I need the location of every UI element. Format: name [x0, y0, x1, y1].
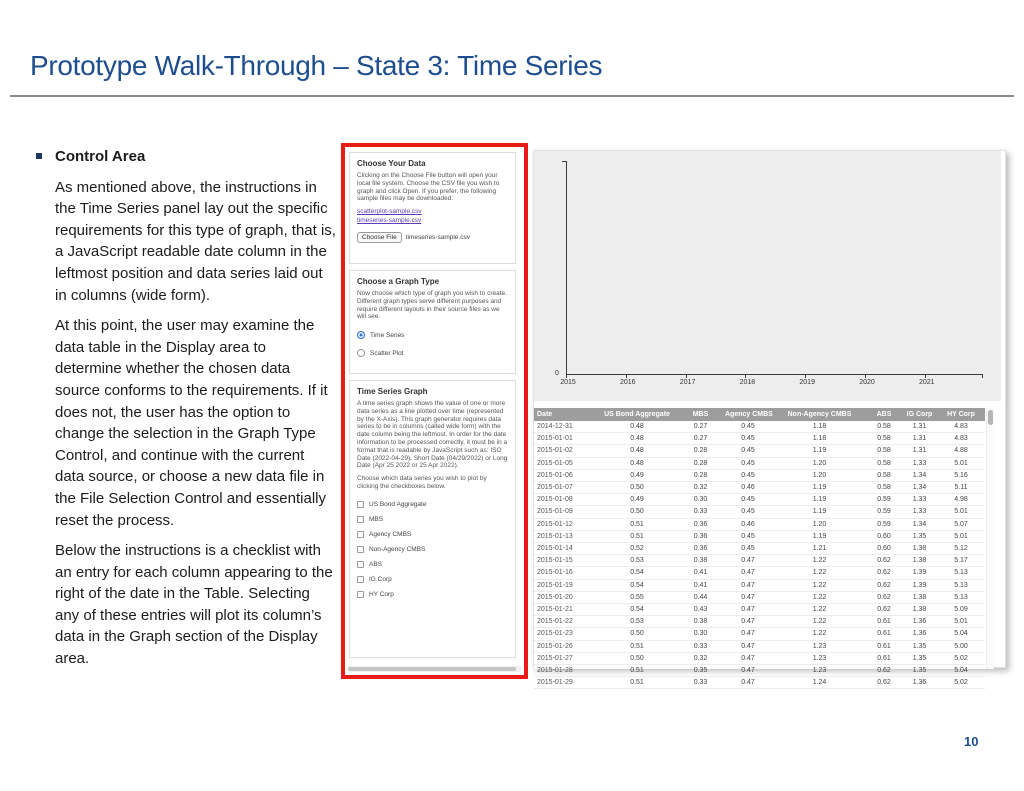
table-row	[534, 640, 985, 652]
table-cell: 0.32	[678, 652, 723, 664]
table-cell: 2015-01-14	[534, 543, 596, 555]
table-cell: 0.59	[866, 494, 902, 506]
graph-type-option-time-series[interactable]	[357, 331, 508, 339]
x-axis-tick	[925, 375, 926, 378]
table-cell: 5.16	[937, 469, 985, 481]
table-cell: 5.01	[937, 506, 985, 518]
table-cell: 0.33	[678, 640, 723, 652]
table-cell: 5.04	[937, 628, 985, 640]
table-cell: 0.62	[866, 591, 902, 603]
table-cell: 2015-01-19	[534, 579, 596, 591]
table-cell: 0.36	[678, 543, 723, 555]
time-series-instructions: A time series graph shows the value of one or more data series as a line plotted over time (represented by the X-Axis). This graph generator requires data series to be in columns (called wide form) with the date column being the leftmost. In order for the date information to be processed correctly, it must be in a format that is readable by JavaScript such as: ISO Date (2022-04-29), Short Date (04/29/2022) or Long Date (Apr 25 2022 or 25 Apr 2022).	[357, 400, 508, 470]
table-cell: 1.18	[773, 433, 866, 445]
table-cell: 0.46	[723, 518, 773, 530]
selected-file-name: timeseries-sample.csv	[405, 234, 470, 242]
table-cell: 0.51	[596, 665, 678, 677]
table-row	[534, 591, 985, 603]
table-row	[534, 506, 985, 518]
table-cell: 1.19	[773, 482, 866, 494]
horizontal-scrollbar[interactable]	[347, 666, 522, 672]
body-text-column	[36, 146, 336, 670]
column-header: HY Corp	[937, 408, 985, 421]
table-cell: 0.50	[596, 506, 678, 518]
table-cell: 1.31	[902, 445, 937, 457]
table-cell: 0.27	[678, 421, 723, 433]
series-checkbox-mbs[interactable]	[357, 516, 508, 523]
table-row	[534, 543, 985, 555]
table-cell: 2015-01-07	[534, 482, 596, 494]
column-header: Agency CMBS	[723, 408, 773, 421]
table-cell: 1.22	[773, 628, 866, 640]
series-checkbox-hy-corp[interactable]	[357, 591, 508, 598]
column-header: ABS	[866, 408, 902, 421]
table-cell: 0.38	[678, 616, 723, 628]
table-cell: 5.17	[937, 555, 985, 567]
time-series-chart	[534, 151, 1001, 401]
table-cell: 2015-01-01	[534, 433, 596, 445]
checkbox-label: Agency CMBS	[369, 530, 412, 538]
table-cell: 0.45	[723, 494, 773, 506]
table-cell: 5.11	[937, 482, 985, 494]
table-cell: 1.22	[773, 555, 866, 567]
checkbox-label: ABS	[369, 560, 383, 568]
table-cell: 0.38	[678, 555, 723, 567]
table-cell: 0.49	[596, 494, 678, 506]
table-cell: 2015-01-06	[534, 469, 596, 481]
paragraph: As mentioned above, the instructions in the Time Series panel lay out the specific requirements for this type of graph, that is, a JavaScript readable date column in the leftmost position and data series laid out in columns (wide form).	[55, 178, 336, 304]
section-heading: Control Area	[55, 148, 146, 165]
series-checkbox-us-bond-aggregate[interactable]	[357, 501, 508, 508]
table-cell: 0.58	[866, 482, 902, 494]
table-cell: 0.51	[596, 640, 678, 652]
choose-your-data-instructions: Clicking on the Choose File button will open your local file system. Choose the CSV file you wish to graph and click Open. If you prefer, the following sample files may be downloaded:	[357, 172, 500, 203]
bullet-icon	[36, 153, 42, 159]
left-paragraphs	[36, 177, 336, 670]
table-cell: 0.50	[596, 482, 678, 494]
table-cell: 2014-12-31	[534, 421, 596, 433]
table-cell: 0.47	[723, 591, 773, 603]
x-axis-tick	[566, 375, 567, 378]
checkbox-icon[interactable]	[357, 576, 364, 583]
table-cell: 0.28	[678, 457, 723, 469]
table-cell: 0.41	[678, 579, 723, 591]
table-cell: 0.27	[678, 433, 723, 445]
table-cell: 0.52	[596, 543, 678, 555]
table-cell: 1.35	[902, 665, 937, 677]
column-header: Date	[534, 408, 596, 421]
checkbox-icon[interactable]	[357, 561, 364, 568]
table-cell: 0.49	[596, 469, 678, 481]
table-cell: 1.21	[773, 543, 866, 555]
table-cell: 2015-01-05	[534, 457, 596, 469]
sample-file-links	[357, 208, 508, 224]
table-cell: 0.46	[723, 482, 773, 494]
table-row	[534, 579, 985, 591]
table-cell: 1.22	[773, 591, 866, 603]
table-cell: 2015-01-29	[534, 677, 596, 689]
graph-type-instructions: Now choose which type of graph you wish to create. Different graph types serve different purposes and require different layouts in their source files as we will see.	[357, 290, 507, 321]
table-cell: 0.54	[596, 604, 678, 616]
checkbox-icon[interactable]	[357, 531, 364, 538]
table-cell: 0.47	[723, 665, 773, 677]
table-cell: 0.28	[678, 469, 723, 481]
data-table-region	[534, 408, 994, 687]
checkbox-icon[interactable]	[357, 516, 364, 523]
table-cell: 1.19	[773, 530, 866, 542]
table-cell: 2015-01-02	[534, 445, 596, 457]
table-cell: 1.24	[773, 677, 866, 689]
table-cell: 0.48	[596, 433, 678, 445]
graph-type-options	[357, 331, 508, 357]
table-cell: 5.02	[937, 652, 985, 664]
paragraph: Below the instructions is a checklist with an entry for each column appearing to the right of the date in the Table. Selecting any of these entries will plot its column’s data in the Graph section of the Display area.	[55, 542, 333, 668]
table-cell: 2015-01-16	[534, 567, 596, 579]
x-axis-tick	[865, 375, 866, 378]
table-cell: 2015-01-13	[534, 530, 596, 542]
table-row	[534, 677, 985, 689]
sample-file-link[interactable]: timeseries-sample.csv	[357, 217, 422, 225]
table-cell: 1.31	[902, 433, 937, 445]
table-cell: 5.01	[937, 457, 985, 469]
table-cell: 1.39	[902, 567, 937, 579]
table-cell: 0.33	[678, 677, 723, 689]
table-cell: 2015-01-15	[534, 555, 596, 567]
vertical-scrollbar[interactable]	[986, 408, 994, 669]
table-cell: 5.01	[937, 530, 985, 542]
table-cell: 5.09	[937, 604, 985, 616]
table-cell: 0.45	[723, 457, 773, 469]
table-cell: 0.59	[866, 518, 902, 530]
time-series-card	[349, 380, 516, 658]
table-row	[534, 628, 985, 640]
series-checkbox-non-agency-cmbs[interactable]	[357, 546, 508, 553]
table-cell: 0.47	[723, 677, 773, 689]
table-cell: 1.38	[902, 555, 937, 567]
table-cell: 4.83	[937, 421, 985, 433]
checkbox-label: Non-Agency CMBS	[369, 545, 426, 553]
table-cell: 0.62	[866, 567, 902, 579]
table-cell: 1.36	[902, 628, 937, 640]
table-cell: 2015-01-12	[534, 518, 596, 530]
table-cell: 1.36	[902, 677, 937, 689]
table-cell: 0.47	[723, 616, 773, 628]
table-cell: 0.33	[678, 506, 723, 518]
table-cell: 2015-01-20	[534, 591, 596, 603]
table-cell: 1.23	[773, 665, 866, 677]
table-cell: 5.13	[937, 567, 985, 579]
table-cell: 2015-01-22	[534, 616, 596, 628]
x-axis-tick-label: 2017	[679, 379, 696, 386]
table-cell: 5.00	[937, 640, 985, 652]
table-cell: 0.51	[596, 530, 678, 542]
table-cell: 0.36	[678, 530, 723, 542]
table-cell: 0.48	[596, 457, 678, 469]
table-row	[534, 457, 985, 469]
table-cell: 1.22	[773, 567, 866, 579]
table-row	[534, 616, 985, 628]
sample-file-link[interactable]: scatterplot-sample.csv	[357, 208, 422, 216]
table-header-row	[534, 408, 985, 421]
series-checklist	[357, 501, 508, 598]
table-row	[534, 445, 985, 457]
table-cell: 0.36	[678, 518, 723, 530]
table-cell: 5.01	[937, 616, 985, 628]
table-row	[534, 469, 985, 481]
radio-button-icon[interactable]	[357, 349, 365, 357]
table-cell: 0.60	[866, 530, 902, 542]
radio-option-label: Time Series	[370, 331, 405, 339]
table-cell: 0.58	[866, 433, 902, 445]
table-cell: 1.35	[902, 652, 937, 664]
checkbox-icon[interactable]	[357, 591, 364, 598]
table-cell: 0.60	[866, 543, 902, 555]
table-row	[534, 567, 985, 579]
table-cell: 1.35	[902, 640, 937, 652]
table-cell: 5.07	[937, 518, 985, 530]
x-axis-tick-label: 2018	[739, 379, 756, 386]
series-checkbox-abs[interactable]	[357, 561, 508, 568]
table-cell: 0.48	[596, 421, 678, 433]
radio-option-label: Scatter Plot	[370, 349, 404, 357]
table-cell: 0.41	[678, 567, 723, 579]
table-cell: 0.30	[678, 628, 723, 640]
table-cell: 0.61	[866, 652, 902, 664]
display-area	[533, 150, 1006, 687]
table-cell: 0.54	[596, 567, 678, 579]
table-cell: 5.02	[937, 677, 985, 689]
table-cell: 0.51	[596, 518, 678, 530]
table-cell: 0.59	[866, 506, 902, 518]
table-cell: 0.45	[723, 543, 773, 555]
table-cell: 0.48	[596, 445, 678, 457]
table-cell: 0.43	[678, 604, 723, 616]
choose-file-button[interactable]: Choose File	[357, 232, 402, 243]
table-cell: 1.22	[773, 579, 866, 591]
table-row	[534, 494, 985, 506]
table-cell: 4.98	[937, 494, 985, 506]
table-cell: 1.38	[902, 604, 937, 616]
table-cell: 0.35	[678, 665, 723, 677]
table-cell: 1.34	[902, 469, 937, 481]
table-cell: 0.61	[866, 616, 902, 628]
table-cell: 0.62	[866, 579, 902, 591]
time-series-heading: Time Series Graph	[357, 387, 428, 396]
table-cell: 0.50	[596, 628, 678, 640]
table-cell: 1.19	[773, 494, 866, 506]
table-cell: 4.83	[937, 433, 985, 445]
y-axis	[566, 161, 567, 375]
table-cell: 1.23	[773, 652, 866, 664]
table-cell: 0.47	[723, 640, 773, 652]
table-cell: 2015-01-21	[534, 604, 596, 616]
table-cell: 1.33	[902, 457, 937, 469]
checkbox-icon[interactable]	[357, 546, 364, 553]
time-series-instructions-2: Choose which data series you wish to plot by clicking the checkboxes below.	[357, 475, 487, 490]
column-header: US Bond Aggregate	[596, 408, 678, 421]
table-row	[534, 421, 985, 433]
radio-button-icon[interactable]	[357, 331, 365, 339]
graph-type-card	[349, 270, 516, 374]
table-row	[534, 482, 985, 494]
table-row	[534, 530, 985, 542]
table-cell: 0.62	[866, 665, 902, 677]
table-cell: 0.58	[866, 421, 902, 433]
table-cell: 1.20	[773, 518, 866, 530]
table-cell: 0.47	[723, 628, 773, 640]
table-cell: 1.34	[902, 482, 937, 494]
choose-your-data-card	[349, 152, 516, 264]
column-header: Non-Agency CMBS	[773, 408, 866, 421]
table-row	[534, 555, 985, 567]
table-cell: 0.61	[866, 628, 902, 640]
table-cell: 1.23	[773, 640, 866, 652]
table-cell: 0.54	[596, 579, 678, 591]
table-cell: 1.22	[773, 604, 866, 616]
table-cell: 5.13	[937, 579, 985, 591]
graph-type-heading: Choose a Graph Type	[357, 277, 440, 286]
table-cell: 0.47	[723, 579, 773, 591]
x-axis-tick-label: 2016	[620, 379, 636, 386]
page-number: 10	[964, 734, 979, 749]
table-cell: 0.62	[866, 555, 902, 567]
checkbox-label: US Bond Aggregate	[369, 500, 427, 508]
table-cell: 1.18	[773, 421, 866, 433]
table-cell: 0.51	[596, 677, 678, 689]
table-cell: 1.22	[773, 616, 866, 628]
table-cell: 0.47	[723, 567, 773, 579]
table-cell: 0.62	[866, 677, 902, 689]
table-row	[534, 604, 985, 616]
title-divider	[10, 95, 1014, 97]
table-cell: 1.20	[773, 457, 866, 469]
table-cell: 0.45	[723, 530, 773, 542]
table-cell: 1.39	[902, 579, 937, 591]
y-axis-zero-label: 0	[555, 370, 559, 377]
table-cell: 1.34	[902, 518, 937, 530]
table-cell: 0.30	[678, 494, 723, 506]
table-cell: 1.33	[902, 494, 937, 506]
paragraph: At this point, the user may examine the data table in the Display area to determine whether the chosen data source conforms to the requirements. If it does not, the user has the option to change the selection in the Graph Type Control, and continue with the current data source, or choose a new data file in the File Selection Control and essentially reset the process.	[55, 317, 328, 529]
table-cell: 0.61	[866, 640, 902, 652]
table-cell: 0.58	[866, 469, 902, 481]
x-axis-tick	[745, 375, 746, 378]
table-cell: 1.33	[902, 506, 937, 518]
table-cell: 0.32	[678, 482, 723, 494]
checkbox-label: MBS	[369, 515, 384, 523]
table-cell: 1.20	[773, 469, 866, 481]
table-cell: 0.45	[723, 469, 773, 481]
table-cell: 1.31	[902, 421, 937, 433]
table-row	[534, 433, 985, 445]
x-axis-tick-label: 2019	[799, 379, 815, 386]
table-cell: 1.19	[773, 506, 866, 518]
x-axis-tick-label: 2015	[560, 379, 576, 386]
table-cell: 2015-01-27	[534, 652, 596, 664]
table-cell: 2015-01-23	[534, 628, 596, 640]
table-cell: 1.35	[902, 530, 937, 542]
checkbox-label: HY Corp	[369, 590, 394, 598]
table-cell: 0.47	[723, 604, 773, 616]
series-checkbox-agency-cmbs[interactable]	[357, 531, 508, 538]
table-cell: 2015-01-26	[534, 640, 596, 652]
table-cell: 1.38	[902, 591, 937, 603]
table-cell: 5.13	[937, 591, 985, 603]
table-cell: 0.45	[723, 421, 773, 433]
x-axis-tick	[686, 375, 687, 378]
page-title: Prototype Walk-Through – State 3: Time Series	[30, 50, 603, 81]
table-cell: 0.53	[596, 555, 678, 567]
table-cell: 0.50	[596, 652, 678, 664]
table-cell: 0.45	[723, 445, 773, 457]
table-cell: 5.12	[937, 543, 985, 555]
x-axis-tick	[805, 375, 806, 378]
table-cell: 0.55	[596, 591, 678, 603]
table-cell: 0.47	[723, 555, 773, 567]
series-checkbox-ig-corp[interactable]	[357, 576, 508, 583]
choose-your-data-heading: Choose Your Data	[357, 159, 426, 168]
graph-type-option-scatter-plot[interactable]	[357, 349, 508, 357]
checkbox-icon[interactable]	[357, 501, 364, 508]
table-cell: 4.88	[937, 445, 985, 457]
table-cell: 0.45	[723, 433, 773, 445]
vertical-scrollbar-thumb[interactable]	[988, 410, 993, 425]
horizontal-scrollbar-thumb[interactable]	[348, 667, 516, 671]
column-header: IG Corp	[902, 408, 937, 421]
x-axis-tick-label: 2020	[859, 379, 875, 386]
table-cell: 0.53	[596, 616, 678, 628]
table-cell: 0.62	[866, 604, 902, 616]
table-row	[534, 665, 985, 677]
table-cell: 0.58	[866, 457, 902, 469]
x-axis-tick	[626, 375, 627, 378]
table-cell: 0.47	[723, 652, 773, 664]
table-cell: 2015-01-08	[534, 494, 596, 506]
data-table	[534, 408, 985, 689]
control-area-highlight-box	[341, 143, 528, 679]
table-cell: 1.19	[773, 445, 866, 457]
x-axis	[566, 374, 983, 375]
table-cell: 5.04	[937, 665, 985, 677]
table-cell: 1.38	[902, 543, 937, 555]
checkbox-label: IG Corp	[369, 575, 392, 583]
x-axis-end-tick	[982, 375, 983, 378]
table-row	[534, 518, 985, 530]
table-cell: 0.58	[866, 445, 902, 457]
column-header: MBS	[678, 408, 723, 421]
table-cell: 0.44	[678, 591, 723, 603]
table-cell: 2015-01-09	[534, 506, 596, 518]
table-cell: 2015-01-28	[534, 665, 596, 677]
x-axis-tick-label: 2021	[919, 379, 935, 386]
table-cell: 0.28	[678, 445, 723, 457]
table-cell: 1.36	[902, 616, 937, 628]
table-row	[534, 652, 985, 664]
table-cell: 0.45	[723, 506, 773, 518]
